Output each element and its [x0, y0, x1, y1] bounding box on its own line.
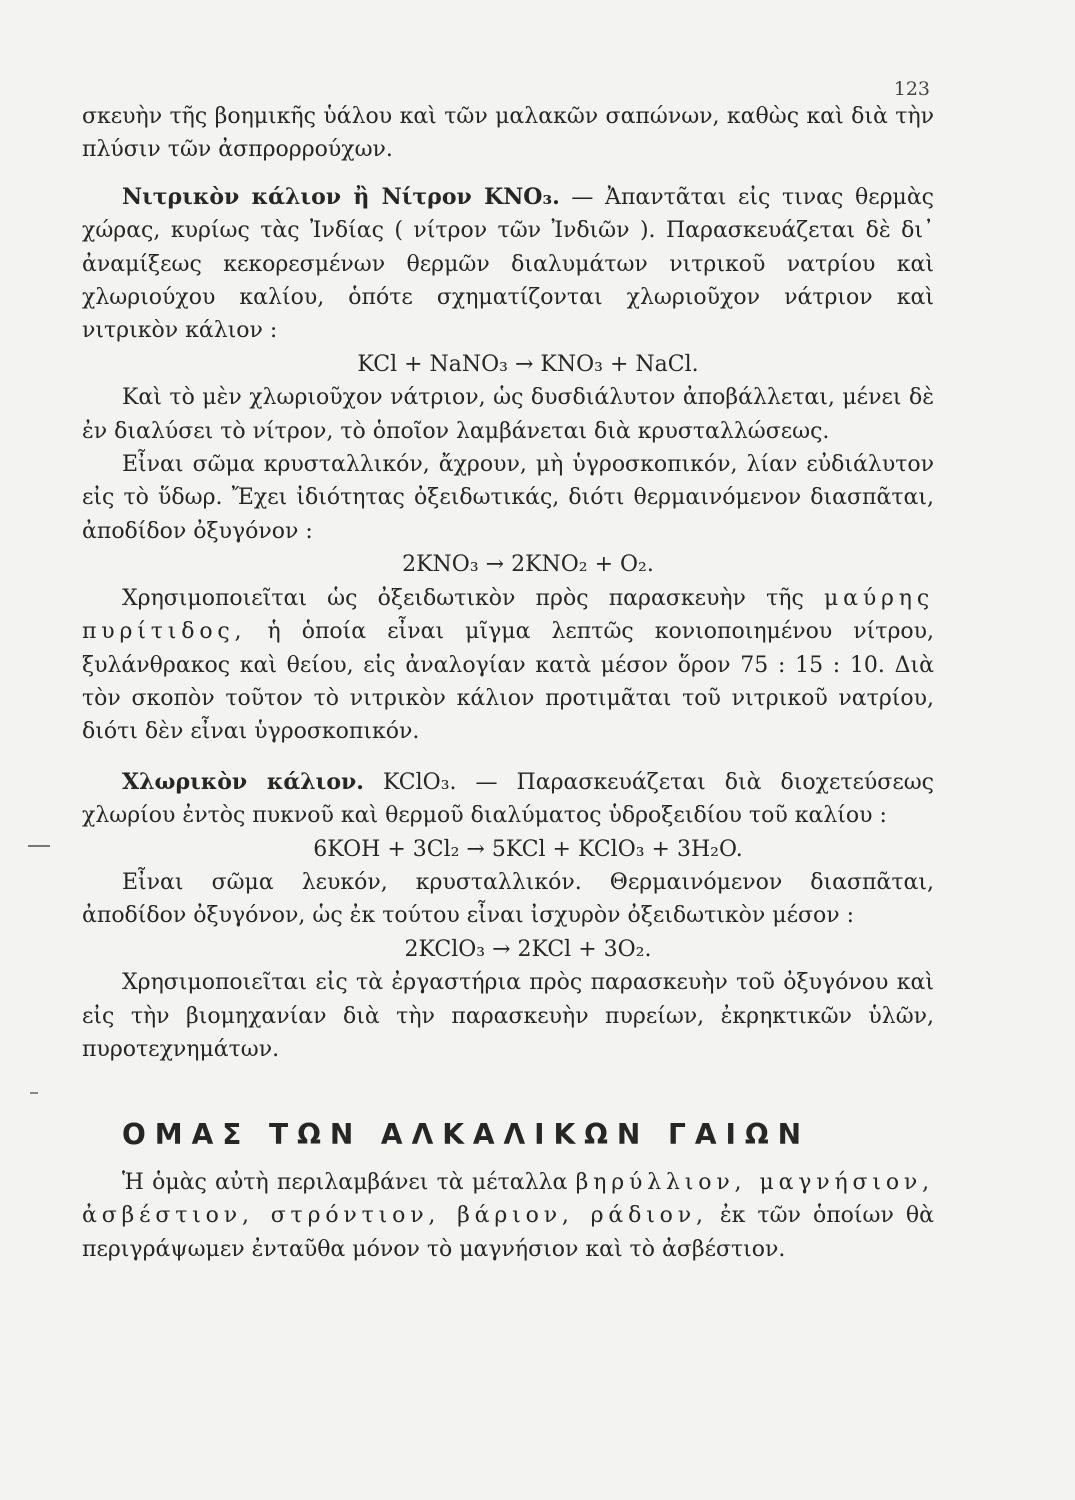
equation: 2KClO₃ → 2KCl + 3O₂.: [404, 936, 652, 962]
paragraph-text: — Ἀπαντᾶται εἰς τινας θερμὰς χώρας, κυρίως τὰς Ἰνδίας ( νίτρον τῶν Ἰνδιῶν ). Παρασκευάζεται δὲ δι᾽ ἀναμίξεως κεκορεσμένων θερμῶν διαλυμάτων νιτρικοῦ νατρίου καὶ χλωριούχου καλίου, ὁπότε σχηματίζονται χλωριοῦχον νάτριον καὶ νιτρικὸν κάλιον :: [82, 184, 935, 344]
paragraph: Καὶ τὸ μὲν χλωριοῦχον νάτριον, ὡς δυσδιάλυτον ἀποβάλλεται, μένει δὲ ἐν διαλύσει τὸ νίτρον, τὸ ὁποῖον λαμβάνεται διὰ κρυσταλλώσεως.: [82, 385, 934, 444]
paragraph: Χρησιμοποιεῖται εἰς τὰ ἐργαστήρια πρὸς παρασκευὴν τοῦ ὀξυγόνου καὶ εἰς τὴν βιομηχανίαν διὰ τὴν παρασκευὴν πυρείων, ἐκρηκτικῶν ὑλῶν, πυροτεχνημάτων.: [82, 970, 934, 1062]
equation: 6KOH + 3Cl₂ → 5KCl + KClO₃ + 3H₂O.: [313, 836, 743, 862]
paragraph: Εἶναι σῶμα κρυσταλλικόν, ἄχρουν, μὴ ὑγροσκοπικόν, λίαν εὐδιάλυτον εἰς τὸ ὕδωρ. Ἔχει ἰδιότητας ὀξειδωτικάς, διότι θερμαινόμενον διασπᾶται, ἀποδίδον ὀξυγόνον :: [82, 452, 934, 544]
equation: KCl + NaNO₃ → KNO₃ + NaCl.: [357, 351, 699, 377]
margin-mark: [28, 845, 50, 847]
paragraph: Εἶναι σῶμα λευκόν, κρυσταλλικόν. Θερμαινόμενον διασπᾶται, ἀποδίδον ὀξυγόνον, ὡς ἐκ τούτου εἶναι ἰσχυρὸν ὀξειδωτικὸν μέσον :: [82, 869, 934, 929]
paragraph-continuation: σκευὴν τῆς βοημικῆς ὑάλου καὶ τῶν μαλακῶν σαπώνων, καθὼς καὶ διὰ τὴν πλύσιν τῶν ἀσπρορρούχων.: [82, 104, 934, 163]
paragraph-text: ἡ ὁποία εἶναι μῖγμα λεπτῶς κονιοποιημένου νίτρου, ξυλάνθρακος καὶ θείου, εἰς ἀναλογίαν κατὰ μέσον ὅρον 75 : 15 : 10. Διὰ τὸν σκοπὸν τοῦτον τὸ νιτρικὸν κάλιον προτιμᾶται τοῦ νιτρικοῦ νατρίου, διότι δὲν εἶναι ὑγροσκοπικόν.: [82, 619, 934, 745]
page-number: 123: [893, 78, 930, 100]
page-body: [82, 100, 934, 1266]
equation: 2KNO₃ → 2KNO₂ + O₂.: [402, 552, 654, 578]
paragraph: [82, 1166, 934, 1266]
paragraph: [82, 582, 934, 749]
paragraph-text: Χρησιμοποιεῖται ὡς ὀξειδωτικὸν πρὸς παρασκευὴν τῆς: [122, 585, 824, 611]
paragraph-potassium-chlorate: [82, 766, 934, 833]
heading-potassium-nitrate: Νιτρικὸν κάλιον ἢ Νίτρον KNO₃.: [122, 183, 560, 210]
paragraph-potassium-nitrate: [82, 181, 934, 348]
paragraph-text: ἐκ τῶν ὁποίων θὰ περιγράψωμεν ἐνταῦθα μόνον τὸ μαγνήσιον καὶ τὸ ἀσβέστιον.: [82, 1203, 934, 1262]
paragraph-text: Ἡ ὁμὰς αὐτὴ περιλαμβάνει τὰ μέταλλα: [122, 1169, 576, 1195]
paragraph-text: — Παρασκευάζεται διὰ διοχετεύσεως χλωρίου ἐντὸς πυκνοῦ καὶ θερμοῦ διαλύματος ὑδροξειδίου τοῦ καλίου :: [82, 769, 934, 829]
heading-potassium-chlorate: Χλωρικὸν κάλιον.: [122, 768, 364, 795]
spaced-term: βηρύλλιον, μαγνήσιον, ἀσβέστιον, στρόντιον, βάριον, ράδιον,: [82, 1169, 934, 1229]
margin-mark: [30, 1092, 38, 1094]
formula: KClO₃.: [363, 769, 457, 795]
section-title: ΟΜΑΣ ΤΩΝ ΑΛΚΑΛΙΚΩΝ ΓΑΙΩΝ: [122, 1118, 810, 1152]
spaced-term: μαύρης πυρίτιδος,: [82, 585, 934, 645]
